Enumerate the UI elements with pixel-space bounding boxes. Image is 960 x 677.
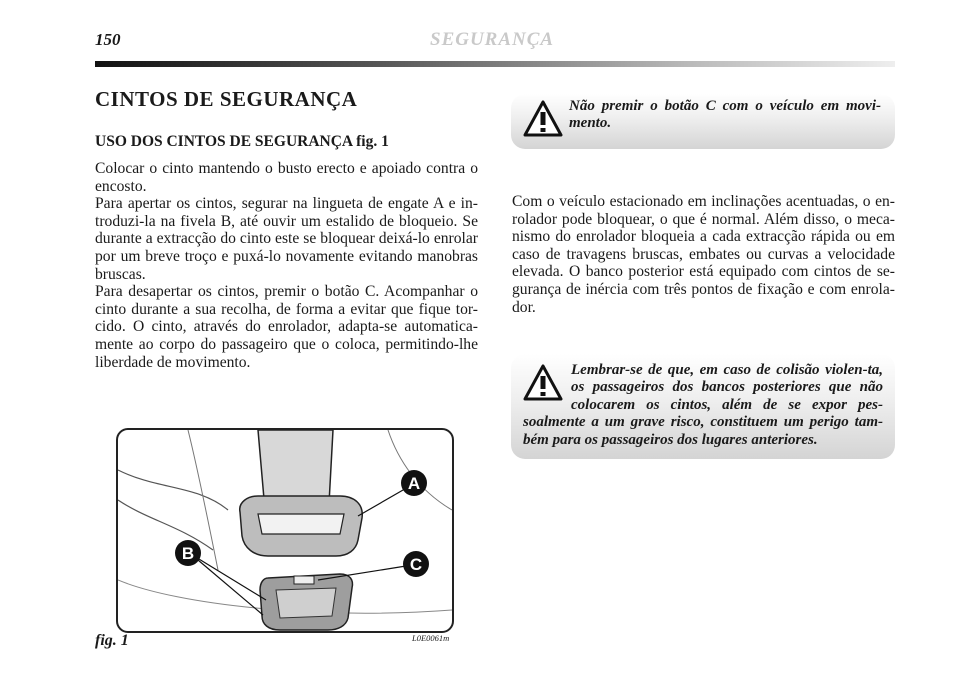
buckle-face (276, 588, 336, 618)
buckle-drawing (118, 430, 452, 631)
warning-box (511, 94, 895, 149)
warning-text: Não premir o botão C com o veículo em movi-mento. (569, 98, 881, 132)
right-column-text: Com o veículo estacionado em inclinações acentuadas, o en-rolador pode bloquear, o que é normal. Além disso, o meca-nismo do enrolador bloqueia a cada extracção rápida ou em caso de travagens bruscas, embates ou curvas a velocidade elevada. O banco posterior está equipado com cintos de se-gurança de inércia com três pontos de fixação e com enrola-dor. (512, 193, 895, 316)
callout-c-label: C (409, 555, 423, 574)
figure-code: L0E0061m (412, 633, 450, 643)
leader-line-b2 (198, 560, 263, 615)
release-button (294, 576, 314, 584)
leader-line-c (318, 566, 406, 580)
leader-line-a (358, 486, 410, 516)
seat-line (118, 470, 228, 510)
warning-text: Lembrar-se de que, em caso de colisão violen-ta, os passageiros dos bancos posteriores que não colocarem os cintos, além de se expor pes-soalmente a um grave risco, constituem um perigo tam-bém para os passageiros dos lugares anteriores. (523, 362, 883, 448)
paragraph: Colocar o cinto mantendo o busto erecto e apoiado contra o encosto. (95, 160, 478, 195)
tongue-slot (258, 514, 344, 534)
page-number: 150 (95, 30, 121, 49)
warning-triangle-icon (523, 100, 563, 138)
left-column-text (95, 160, 478, 371)
leader-line-b (194, 556, 266, 600)
seat-line (388, 430, 452, 510)
subsection-title: USO DOS CINTOS DE SEGURANÇA fig. 1 (95, 133, 389, 150)
seat-line (118, 500, 213, 550)
running-title: SEGURANÇA (430, 29, 555, 50)
callout-a-label: A (407, 474, 421, 493)
callout-b-label: B (181, 544, 195, 563)
paragraph: Para desapertar os cintos, premir o botão C. Acompanhar o cinto durante a sua recolha, de forma a evitar que fique tor-cido. O cinto, através do enrolador, adapta-se automatica-mente ao corpo do passageiro que o coloca, permitindo-lhe liberdade de movimento. (95, 283, 478, 371)
seatbelt-buckle-illustration (116, 428, 454, 633)
warning-box (511, 354, 895, 459)
paragraph: Para apertar os cintos, segurar na lingueta de engate A e in-troduzi-la na fivela B, até ouvir um estalido de bloqueio. Se durante a extracção do cinto este se bloquear deixá-lo enrolar por um breve troço e puxá-lo novamente evitando manobras bruscas. (95, 195, 478, 283)
figure-caption: fig. 1 (95, 632, 129, 649)
section-title: CINTOS DE SEGURANÇA (95, 87, 358, 111)
header-rule (95, 61, 895, 67)
